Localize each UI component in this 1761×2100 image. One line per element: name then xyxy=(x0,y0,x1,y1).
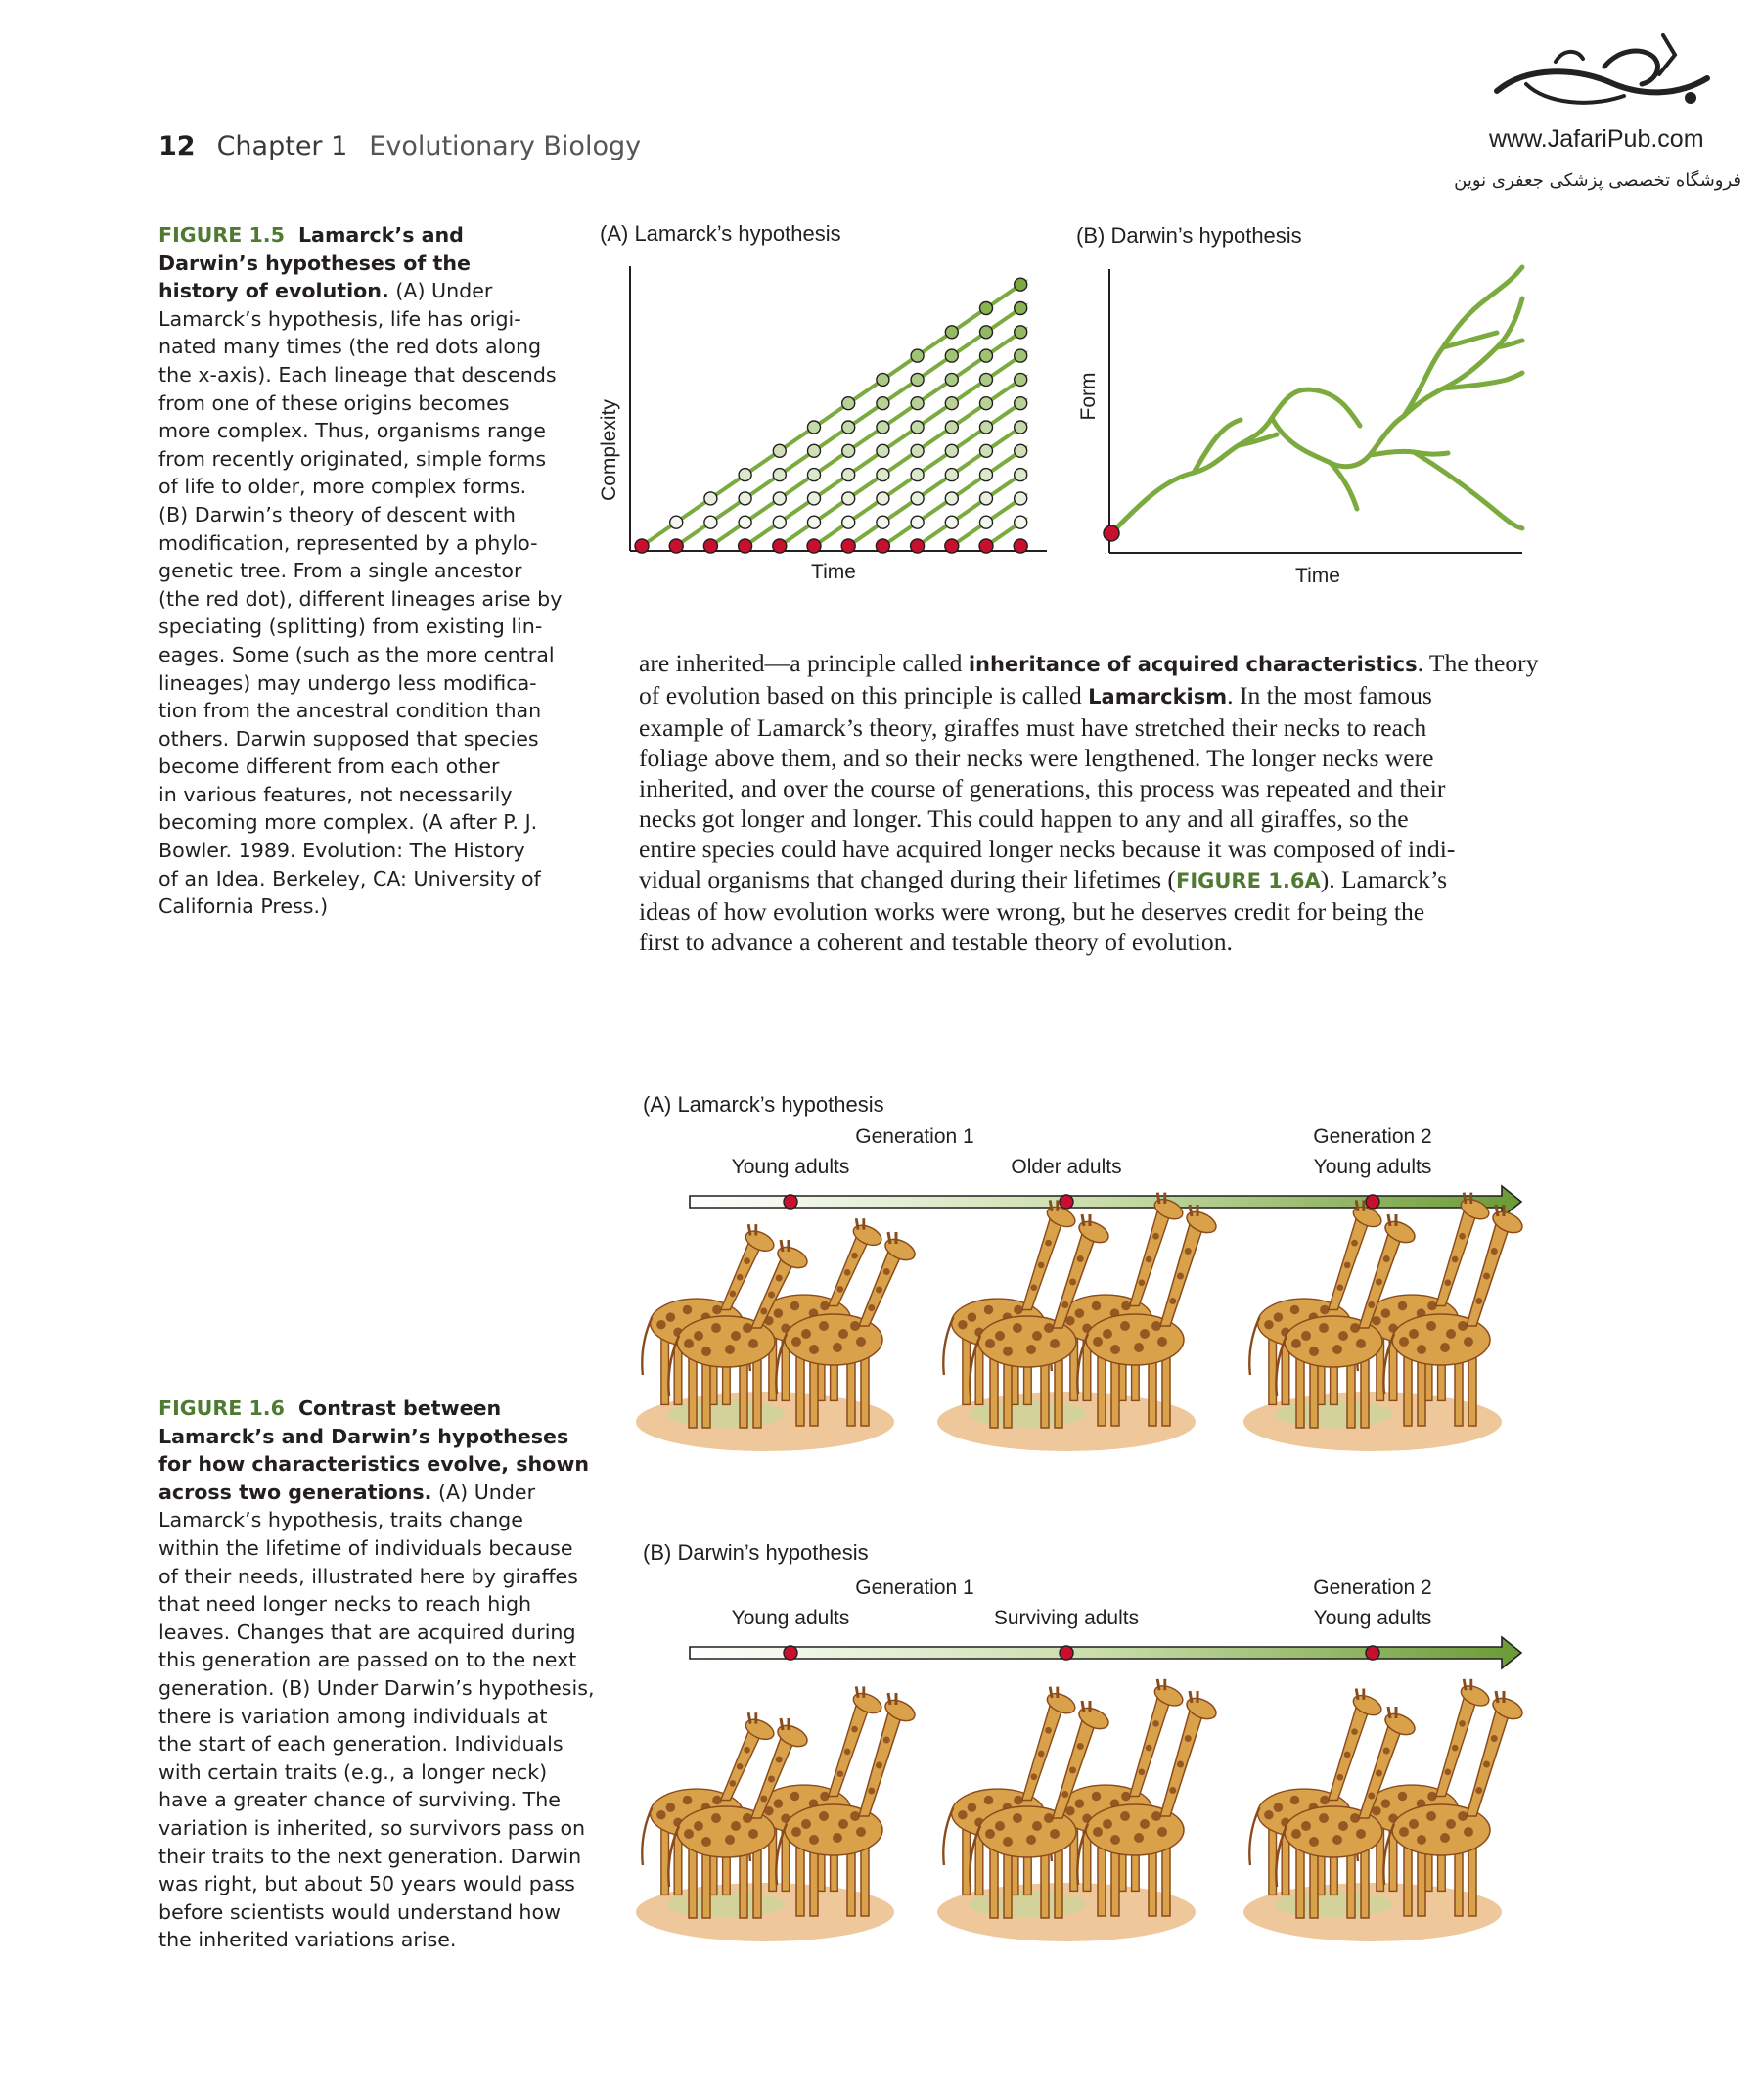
caption-line xyxy=(158,753,579,781)
organism-dot xyxy=(877,516,889,528)
giraffe-herd xyxy=(1243,1679,1525,1941)
organism-dot xyxy=(980,492,993,505)
organism-dot xyxy=(980,469,993,481)
caption-text: the x-axis). Each lineage that descends xyxy=(158,362,557,387)
organism-dot xyxy=(980,421,993,434)
figure-reference: FIGURE 1.6A xyxy=(1175,869,1321,892)
caption-line xyxy=(158,1646,609,1674)
origin-dot xyxy=(945,539,959,553)
caption-line xyxy=(158,1786,609,1814)
caption-text: their traits to the next generation. Darwin xyxy=(158,1844,582,1868)
tree-branch xyxy=(1414,452,1522,528)
giraffe-herd xyxy=(937,1193,1219,1451)
key-term: Lamarckism xyxy=(1088,685,1228,708)
stage-marker xyxy=(1366,1195,1379,1209)
organism-dot xyxy=(945,492,958,505)
body-line xyxy=(639,743,1519,773)
phylogenetic-tree xyxy=(1111,267,1522,533)
caption-text: of life to older, more complex forms. xyxy=(158,475,527,499)
body-line xyxy=(639,864,1519,896)
caption-text: (the red dot), different lineages arise by xyxy=(158,586,563,611)
organism-dot xyxy=(1015,444,1027,457)
figure-1-6-panel-a xyxy=(636,1084,1536,1476)
organism-dot xyxy=(945,326,958,339)
panel-b-ylabel: Form xyxy=(1077,372,1100,421)
caption-line xyxy=(158,697,579,725)
organism-dot xyxy=(980,444,993,457)
caption-text: the inherited variations arise. xyxy=(158,1928,457,1952)
caption-text: (B) Darwin’s theory of descent with xyxy=(158,502,516,526)
body-text-run: are inherited—a principle called xyxy=(639,649,969,677)
organism-dot xyxy=(980,302,993,315)
body-line xyxy=(639,803,1519,834)
organism-dot xyxy=(842,444,855,457)
panel-a-xlabel: Time xyxy=(811,561,856,583)
caption-line xyxy=(158,1450,609,1479)
caption-text: that need longer necks to reach high xyxy=(158,1592,532,1617)
caption-line xyxy=(158,1394,609,1423)
caption-text: Bowler. 1989. Evolution: The History xyxy=(158,839,525,863)
body-line xyxy=(639,834,1519,864)
caption-text: Lamarck’s hypothesis, traits change xyxy=(158,1508,523,1532)
caption-line xyxy=(158,445,579,474)
chapter-label: Chapter 1 xyxy=(216,131,348,161)
body-text-run: . In the most famous xyxy=(1227,681,1432,709)
organism-dot xyxy=(670,516,683,528)
caption-line xyxy=(158,1590,609,1619)
organism-dot xyxy=(877,421,889,434)
caption-text: eages. Some (such as the more central xyxy=(158,642,555,666)
tree-branch xyxy=(1370,451,1448,455)
caption-text: nated many times (the red dots along xyxy=(158,335,542,359)
origin-dot xyxy=(911,539,925,553)
panel-a-ylabel: Complexity xyxy=(598,399,620,501)
origin-dot xyxy=(1014,539,1027,553)
origin-dot xyxy=(703,539,717,553)
caption-text: becoming more complex. (A after P. J. xyxy=(158,810,538,835)
generation-timeline xyxy=(690,1186,1521,1217)
organism-dot xyxy=(773,492,786,505)
figure-1-6-caption xyxy=(158,1394,609,1954)
organism-dot xyxy=(911,397,924,410)
timeline-arrow xyxy=(690,1637,1521,1668)
origin-dot xyxy=(876,539,889,553)
caption-line xyxy=(158,1534,609,1563)
organism-dot xyxy=(945,516,958,528)
figure-1-5-caption xyxy=(158,221,579,921)
caption-text: within the lifetime of individuals because xyxy=(158,1535,573,1560)
key-term: inheritance of acquired characteristics xyxy=(968,653,1418,676)
caption-text: (A) Under xyxy=(388,279,493,303)
organism-dot xyxy=(877,444,889,457)
organism-dot xyxy=(739,469,751,481)
organism-dot xyxy=(1015,469,1027,481)
giraffe-herds xyxy=(636,1193,1525,1451)
lineage-arrow xyxy=(848,424,1026,547)
caption-text: this generation are passed on to the next xyxy=(158,1648,577,1672)
organism-dot xyxy=(1015,302,1027,315)
organism-dot xyxy=(945,373,958,386)
origin-dot xyxy=(773,539,787,553)
origin-dot xyxy=(807,539,821,553)
stage-2-label: Older adults xyxy=(1011,1156,1122,1178)
organism-dot xyxy=(980,516,993,528)
panel-b-title: (B) Darwin’s hypothesis xyxy=(643,1540,869,1565)
caption-line xyxy=(158,361,579,389)
body-text-run: example of Lamarck’s theory, giraffes must have stretched their necks to reach xyxy=(639,713,1427,742)
origin-dot xyxy=(635,539,649,553)
giraffe-herd xyxy=(1243,1193,1525,1451)
caption-title-text: Contrast between xyxy=(297,1396,502,1420)
publisher-url: www.JafariPub.com xyxy=(1489,125,1704,153)
caption-title-text: Lamarck’s and xyxy=(297,223,464,247)
caption-line xyxy=(158,1814,609,1843)
giraffe-herd xyxy=(636,1686,918,1941)
caption-line xyxy=(158,1758,609,1787)
generation-1-label: Generation 1 xyxy=(855,1576,974,1599)
organism-dot xyxy=(842,469,855,481)
caption-text: have a greater chance of surviving. The xyxy=(158,1788,561,1812)
stage-marker xyxy=(1060,1195,1073,1209)
stage-marker xyxy=(784,1195,797,1209)
caption-text: Lamarck’s hypothesis, life has origi- xyxy=(158,306,521,331)
organism-dot xyxy=(980,373,993,386)
caption-text: California Press.) xyxy=(158,894,329,919)
caption-text: modification, represented by a phylo- xyxy=(158,530,538,555)
caption-line xyxy=(158,1926,609,1954)
organism-dot xyxy=(980,326,993,339)
organism-dot xyxy=(1015,492,1027,505)
organism-dot xyxy=(911,469,924,481)
caption-line xyxy=(158,1898,609,1927)
organism-dot xyxy=(911,516,924,528)
organism-dot xyxy=(877,469,889,481)
body-line xyxy=(639,927,1519,957)
caption-title-text: Lamarck’s and Darwin’s hypotheses xyxy=(158,1424,569,1448)
caption-line xyxy=(158,808,579,837)
caption-line xyxy=(158,781,579,809)
body-text-run: ). Lamarck’s xyxy=(1320,865,1448,893)
stage-marker xyxy=(1366,1646,1379,1660)
caption-text: variation is inherited, so survivors pass on xyxy=(158,1815,586,1840)
page-number: 12 xyxy=(158,131,196,161)
figure-1-5-panel-a xyxy=(587,210,1066,602)
caption-text: from one of these origins becomes xyxy=(158,390,510,415)
caption-text: generation. (B) Under Darwin’s hypothesis, xyxy=(158,1675,595,1700)
caption-line xyxy=(158,333,579,361)
lamarck-lineages xyxy=(635,278,1027,553)
generation-2-label: Generation 2 xyxy=(1313,1576,1432,1599)
figure-1-5-panel-b xyxy=(1066,210,1536,602)
caption-line xyxy=(158,1843,609,1871)
publisher-shop-name: فروشگاه تخصصی پزشکی جعفری نوین xyxy=(1454,170,1741,191)
organism-dot xyxy=(773,516,786,528)
organism-dot xyxy=(808,469,821,481)
caption-text: there is variation among individuals at xyxy=(158,1704,548,1728)
caption-line xyxy=(158,277,579,305)
caption-title-text: for how characteristics evolve, shown xyxy=(158,1452,590,1477)
body-text-run: foliage above them, and so their necks were lengthened. The longer necks were xyxy=(639,744,1434,772)
body-text-run: inherited, and over the course of generations, this process was repeated and their xyxy=(639,774,1446,802)
organism-dot xyxy=(808,444,821,457)
panel-a-title: (A) Lamarck’s hypothesis xyxy=(600,221,841,246)
caption-text: tion from the ancestral condition than xyxy=(158,699,542,723)
organism-dot xyxy=(1015,326,1027,339)
caption-line xyxy=(158,1730,609,1758)
organism-dot xyxy=(945,444,958,457)
caption-line xyxy=(158,641,579,669)
organism-dot xyxy=(945,349,958,362)
organism-dot xyxy=(1015,397,1027,410)
caption-title-text: Darwin’s hypotheses of the xyxy=(158,251,471,275)
organism-dot xyxy=(808,492,821,505)
organism-dot xyxy=(911,349,924,362)
organism-dot xyxy=(877,397,889,410)
caption-line xyxy=(158,1674,609,1703)
body-line xyxy=(639,648,1539,680)
caption-line xyxy=(158,1423,609,1451)
page-header xyxy=(158,131,641,161)
caption-text: genetic tree. From a single ancestor xyxy=(158,559,522,583)
organism-dot xyxy=(877,492,889,505)
caption-line xyxy=(158,1563,609,1591)
caption-text: leaves. Changes that are acquired during xyxy=(158,1620,576,1644)
stage-3-label: Young adults xyxy=(1313,1607,1432,1629)
organism-dot xyxy=(704,492,717,505)
caption-text: of their needs, illustrated here by giraffes xyxy=(158,1564,578,1588)
giraffe-herd xyxy=(937,1679,1219,1941)
panel-b-title: (B) Darwin’s hypothesis xyxy=(1076,223,1302,248)
chapter-title: Evolutionary Biology xyxy=(369,131,642,161)
organism-dot xyxy=(980,349,993,362)
body-text-run: . The theory xyxy=(1417,649,1539,677)
body-text-run: of evolution based on this principle is called xyxy=(639,681,1089,709)
body-line xyxy=(639,712,1519,743)
body-line xyxy=(639,773,1519,803)
caption-line xyxy=(158,1506,609,1534)
organism-dot xyxy=(945,469,958,481)
stage-marker xyxy=(1060,1646,1073,1660)
caption-line xyxy=(158,669,579,698)
caption-text: with certain traits (e.g., a longer neck) xyxy=(158,1759,548,1784)
caption-text: speciating (splitting) from existing lin- xyxy=(158,615,543,639)
caption-line xyxy=(158,613,579,641)
organism-dot xyxy=(911,421,924,434)
organism-dot xyxy=(1015,516,1027,528)
body-line xyxy=(639,680,1519,712)
caption-text: in various features, not necessarily xyxy=(158,782,513,806)
stage-1-label: Young adults xyxy=(731,1156,850,1178)
figure-label: FIGURE 1.6 xyxy=(158,1396,285,1420)
stage-1-label: Young adults xyxy=(731,1607,850,1629)
body-text-run: necks got longer and longer. This could happen to any and all giraffes, so the xyxy=(639,804,1409,833)
organism-dot xyxy=(877,373,889,386)
publisher-logo xyxy=(1454,27,1741,204)
generation-2-label: Generation 2 xyxy=(1313,1125,1432,1148)
caption-line xyxy=(158,1870,609,1898)
stage-3-label: Young adults xyxy=(1313,1156,1432,1178)
caption-line xyxy=(158,1479,609,1507)
caption-line xyxy=(158,892,579,921)
organism-dot xyxy=(842,397,855,410)
stage-2-label: Surviving adults xyxy=(993,1607,1140,1629)
organism-dot xyxy=(945,421,958,434)
caption-text: from recently originated, simple forms xyxy=(158,446,547,471)
caption-line xyxy=(158,725,579,753)
organism-dot xyxy=(945,397,958,410)
caption-line xyxy=(158,250,579,278)
origin-dot xyxy=(739,539,752,553)
caption-text: more complex. Thus, organisms range xyxy=(158,419,546,443)
calligraphy-logo-mark xyxy=(1468,27,1741,125)
organism-dot xyxy=(911,492,924,505)
origin-dot xyxy=(979,539,993,553)
caption-line xyxy=(158,473,579,501)
organism-dot xyxy=(1015,278,1027,291)
caption-text: others. Darwin supposed that species xyxy=(158,726,539,751)
body-line xyxy=(639,896,1519,927)
origin-dot xyxy=(669,539,683,553)
organism-dot xyxy=(773,444,786,457)
body-text-run: ideas of how evolution works were wrong, but he deserves credit for being the xyxy=(639,897,1425,926)
generation-1-label: Generation 1 xyxy=(855,1125,974,1148)
panel-a-title: (A) Lamarck’s hypothesis xyxy=(643,1092,884,1117)
caption-title-text: history of evolution. xyxy=(158,279,389,303)
caption-line xyxy=(158,837,579,865)
caption-line xyxy=(158,417,579,445)
organism-dot xyxy=(739,492,751,505)
organism-dot xyxy=(1015,373,1027,386)
body-paragraph xyxy=(639,648,1539,957)
stage-marker xyxy=(784,1646,797,1660)
organism-dot xyxy=(911,373,924,386)
organism-dot xyxy=(842,492,855,505)
timeline-arrow xyxy=(690,1186,1521,1217)
caption-line xyxy=(158,585,579,614)
lineage-arrow xyxy=(710,328,1026,546)
body-text-run: first to advance a coherent and testable theory of evolution. xyxy=(639,928,1233,956)
organism-dot xyxy=(739,516,751,528)
caption-text: the start of each generation. Individuals xyxy=(158,1732,564,1757)
caption-line xyxy=(158,865,579,893)
organism-dot xyxy=(773,469,786,481)
generation-timeline xyxy=(690,1637,1521,1668)
figure-1-6-panel-b xyxy=(636,1532,1536,1943)
organism-dot xyxy=(808,421,821,434)
body-text-run: entire species could have acquired longer necks because it was composed of indi- xyxy=(639,835,1456,863)
organism-dot xyxy=(842,516,855,528)
caption-line xyxy=(158,221,579,250)
lineage-arrow xyxy=(918,471,1027,546)
giraffe-herd xyxy=(636,1218,918,1451)
tree-branch xyxy=(1331,463,1357,509)
caption-line xyxy=(158,389,579,418)
caption-line xyxy=(158,557,579,585)
caption-text: before scientists would understand how xyxy=(158,1899,561,1924)
caption-text: become different from each other xyxy=(158,754,500,779)
caption-line xyxy=(158,501,579,529)
caption-text: (A) Under xyxy=(431,1480,536,1504)
caption-text: of an Idea. Berkeley, CA: University of xyxy=(158,866,541,890)
figure-label: FIGURE 1.5 xyxy=(158,223,285,247)
caption-line xyxy=(158,529,579,558)
giraffe-herds xyxy=(636,1679,1525,1941)
organism-dot xyxy=(911,444,924,457)
organism-dot xyxy=(1015,349,1027,362)
organism-dot xyxy=(1015,421,1027,434)
caption-line xyxy=(158,1703,609,1731)
organism-dot xyxy=(842,421,855,434)
caption-title-text: across two generations. xyxy=(158,1480,432,1504)
caption-line xyxy=(158,305,579,334)
organism-dot xyxy=(808,516,821,528)
caption-line xyxy=(158,1619,609,1647)
panel-b-xlabel: Time xyxy=(1295,565,1340,587)
organism-dot xyxy=(980,397,993,410)
origin-dot xyxy=(841,539,855,553)
organism-dot xyxy=(704,516,717,528)
body-text-run: vidual organisms that changed during their lifetimes ( xyxy=(639,865,1176,893)
ancestor-dot xyxy=(1104,525,1119,541)
caption-text: lineages) may undergo less modifica- xyxy=(158,670,537,695)
caption-text: was right, but about 50 years would pass xyxy=(158,1872,575,1896)
